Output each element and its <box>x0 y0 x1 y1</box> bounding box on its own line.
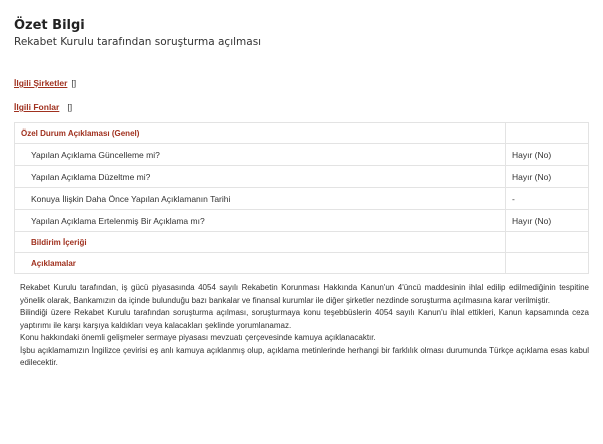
table-row <box>15 166 589 188</box>
row-label-cell <box>15 144 506 166</box>
section-notice-cell <box>15 232 506 253</box>
row-value: Hayır (No) <box>506 210 589 232</box>
explanation-text <box>20 282 589 370</box>
explanation-paragraph: Rekabet Kurulu tarafından, iş gücü piyasasında 4054 sayılı Rekabetin Korunması Hakkında Kanun'un 4'üncü maddesinin ihlal edilip edilmediğinin tespitine yönelik olarak, Bankamızın da içinde bulunduğu bazı bankalar ve finansal kurumlar ile diğer şirketler nezdinde soruşturma açılmasına karar verilmiştir. <box>20 283 589 305</box>
section-general-cell <box>15 123 506 144</box>
table-row <box>15 210 589 232</box>
row-label: Yapılan Açıklama Güncelleme mi? <box>31 149 160 160</box>
row-label: Yapılan Açıklama Ertelenmiş Bir Açıklama mı? <box>31 215 205 226</box>
section-notice-label: Bildirim İçeriği <box>31 238 87 247</box>
related-funds-row <box>14 102 589 112</box>
disclosure-table <box>14 122 589 274</box>
explanation-paragraph: Konu hakkındaki önemli gelişmeler sermaye piyasası mevzuatı çerçevesinde kamuya açıklanacaktır. <box>20 333 376 342</box>
table-row <box>15 144 589 166</box>
row-label-cell <box>15 166 506 188</box>
table-section-row <box>15 253 589 274</box>
row-value: - <box>506 188 589 210</box>
section-explanations-empty-cell <box>506 253 589 274</box>
row-label-cell <box>15 188 506 210</box>
related-companies-row <box>14 78 589 88</box>
page-subtitle: Rekabet Kurulu tarafından soruşturma açılması <box>14 36 262 48</box>
row-label-cell <box>15 210 506 232</box>
related-funds-link[interactable]: İlgili Fonlar <box>14 102 60 112</box>
related-companies-value: [] <box>71 78 77 88</box>
table-section-row <box>15 232 589 253</box>
table-section-row <box>15 123 589 144</box>
section-general-empty-cell <box>506 123 589 144</box>
explanation-paragraph: İşbu açıklamamızın İngilizce çevirisi eş anlı kamuya açıklanmış olup, açıklama metinlerinde herhangi bir farklılık olması durumunda Türkçe açıklama esas kabul edilecektir. <box>20 345 589 367</box>
page-title: Özet Bilgi <box>14 18 85 33</box>
row-label: Konuya İlişkin Daha Önce Yapılan Açıklamanın Tarihi <box>31 193 231 204</box>
section-notice-empty-cell <box>506 232 589 253</box>
row-value: Hayır (No) <box>506 166 589 188</box>
section-explanations-label: Açıklamalar <box>31 259 76 268</box>
related-funds-value: [] <box>67 102 73 112</box>
row-label: Yapılan Açıklama Düzeltme mi? <box>31 171 151 182</box>
row-value: Hayır (No) <box>506 144 589 166</box>
table-row <box>15 188 589 210</box>
related-companies-link[interactable]: İlgili Şirketler <box>14 78 68 88</box>
explanation-paragraph: Bilindiği üzere Rekabet Kurulu tarafından soruşturma açılması, soruşturmaya konu teşebbüslerin 4054 sayılı Kanun'u ihlal ettikleri, Kanun kapsamında ceza yaptırımı ile karşı karşıya kaldıkları veya kalacakları şeklinde yorumlanamaz. <box>20 308 589 330</box>
section-general-label: Özel Durum Açıklaması (Genel) <box>21 129 140 138</box>
section-explanations-cell <box>15 253 506 274</box>
